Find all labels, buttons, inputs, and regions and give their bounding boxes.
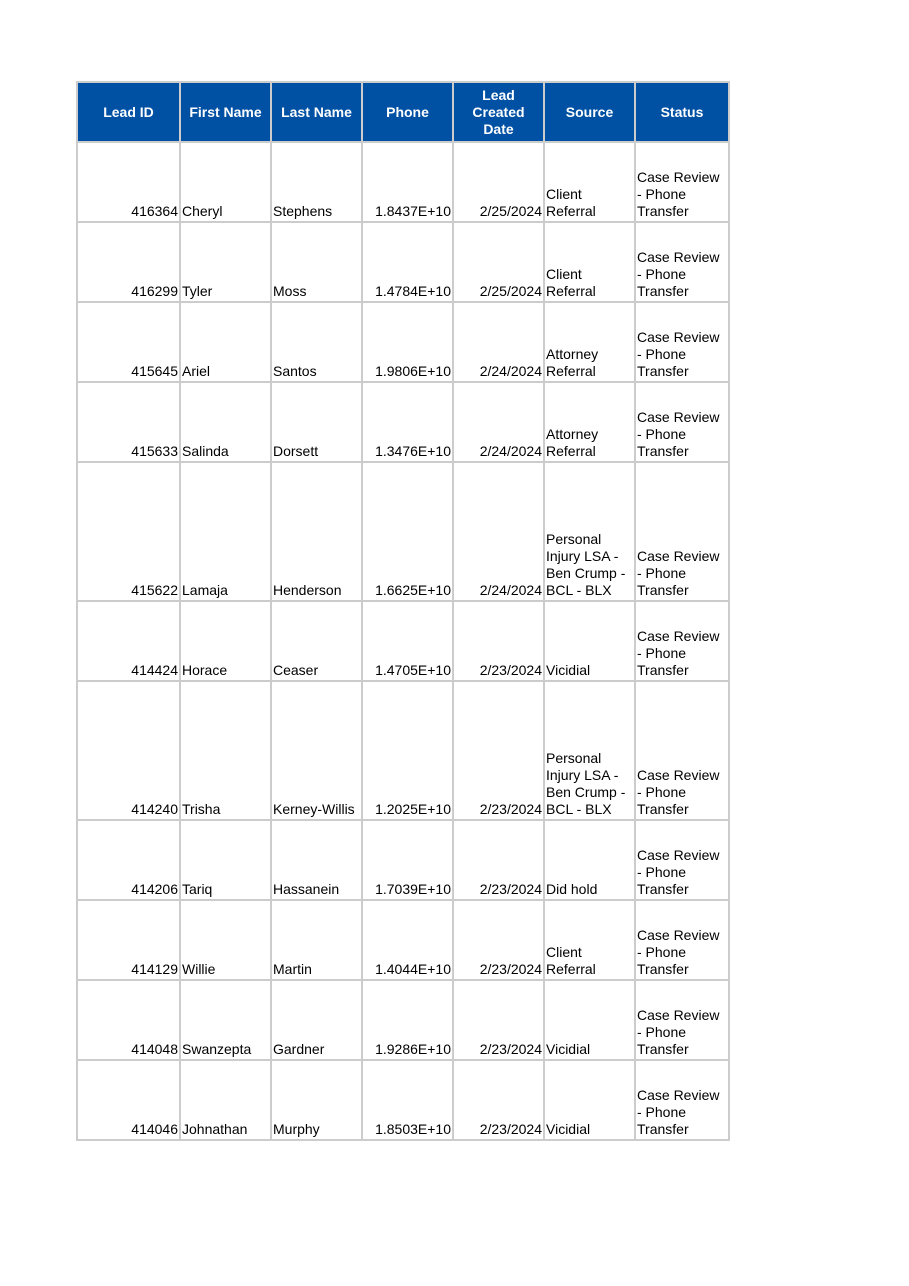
cell-last-name: Moss — [271, 222, 362, 302]
cell-status: Case Review - Phone Transfer — [635, 462, 729, 601]
cell-phone: 1.9286E+10 — [362, 980, 453, 1060]
cell-lead-id: 415645 — [77, 302, 180, 382]
cell-first-name: Trisha — [180, 681, 271, 820]
cell-last-name: Henderson — [271, 462, 362, 601]
cell-lead-id: 414240 — [77, 681, 180, 820]
cell-phone: 1.3476E+10 — [362, 382, 453, 462]
cell-status: Case Review - Phone Transfer — [635, 302, 729, 382]
cell-source: Vicidial — [544, 601, 635, 681]
cell-first-name: Cheryl — [180, 142, 271, 222]
table-body — [77, 142, 729, 1140]
cell-first-name: Johnathan — [180, 1060, 271, 1140]
cell-first-name: Salinda — [180, 382, 271, 462]
header-row — [77, 82, 729, 142]
cell-status: Case Review - Phone Transfer — [635, 382, 729, 462]
table-row — [77, 142, 729, 222]
cell-source: Client Referral — [544, 142, 635, 222]
cell-source: Attorney Referral — [544, 302, 635, 382]
cell-status: Case Review - Phone Transfer — [635, 900, 729, 980]
cell-lead-id: 414046 — [77, 1060, 180, 1140]
cell-first-name: Swanzepta — [180, 980, 271, 1060]
header-lead-id: Lead ID — [77, 82, 180, 142]
cell-lead-created-date: 2/23/2024 — [453, 900, 544, 980]
leads-table — [76, 81, 730, 1141]
cell-last-name: Hassanein — [271, 820, 362, 900]
cell-status: Case Review - Phone Transfer — [635, 142, 729, 222]
cell-status: Case Review - Phone Transfer — [635, 681, 729, 820]
cell-phone: 1.8503E+10 — [362, 1060, 453, 1140]
cell-source: Vicidial — [544, 980, 635, 1060]
cell-lead-created-date: 2/25/2024 — [453, 142, 544, 222]
table-row — [77, 462, 729, 601]
cell-lead-created-date: 2/23/2024 — [453, 980, 544, 1060]
cell-status: Case Review - Phone Transfer — [635, 601, 729, 681]
cell-last-name: Ceaser — [271, 601, 362, 681]
cell-lead-id: 415622 — [77, 462, 180, 601]
cell-last-name: Gardner — [271, 980, 362, 1060]
cell-lead-created-date: 2/24/2024 — [453, 302, 544, 382]
cell-last-name: Martin — [271, 900, 362, 980]
cell-first-name: Tariq — [180, 820, 271, 900]
header-first-name: First Name — [180, 82, 271, 142]
cell-lead-id: 414048 — [77, 980, 180, 1060]
cell-lead-created-date: 2/25/2024 — [453, 222, 544, 302]
table-row — [77, 980, 729, 1060]
cell-lead-created-date: 2/23/2024 — [453, 601, 544, 681]
cell-lead-id: 414424 — [77, 601, 180, 681]
cell-lead-created-date: 2/23/2024 — [453, 820, 544, 900]
cell-lead-created-date: 2/24/2024 — [453, 382, 544, 462]
cell-lead-id: 414129 — [77, 900, 180, 980]
cell-phone: 1.4705E+10 — [362, 601, 453, 681]
cell-source: Personal Injury LSA - Ben Crump - BCL - BLX — [544, 681, 635, 820]
cell-source: Did hold — [544, 820, 635, 900]
cell-first-name: Ariel — [180, 302, 271, 382]
cell-status: Case Review - Phone Transfer — [635, 980, 729, 1060]
cell-lead-created-date: 2/23/2024 — [453, 681, 544, 820]
cell-last-name: Santos — [271, 302, 362, 382]
cell-lead-id: 415633 — [77, 382, 180, 462]
cell-lead-id: 414206 — [77, 820, 180, 900]
header-last-name: Last Name — [271, 82, 362, 142]
cell-first-name: Willie — [180, 900, 271, 980]
cell-lead-id: 416299 — [77, 222, 180, 302]
cell-phone: 1.6625E+10 — [362, 462, 453, 601]
cell-phone: 1.4044E+10 — [362, 900, 453, 980]
header-lead-created-date: Lead Created Date — [453, 82, 544, 142]
cell-phone: 1.8437E+10 — [362, 142, 453, 222]
cell-first-name: Lamaja — [180, 462, 271, 601]
cell-lead-id: 416364 — [77, 142, 180, 222]
cell-first-name: Horace — [180, 601, 271, 681]
cell-status: Case Review - Phone Transfer — [635, 820, 729, 900]
cell-phone: 1.9806E+10 — [362, 302, 453, 382]
cell-status: Case Review - Phone Transfer — [635, 222, 729, 302]
table-row — [77, 222, 729, 302]
cell-phone: 1.4784E+10 — [362, 222, 453, 302]
cell-phone: 1.7039E+10 — [362, 820, 453, 900]
header-phone: Phone — [362, 82, 453, 142]
cell-phone: 1.2025E+10 — [362, 681, 453, 820]
cell-source: Attorney Referral — [544, 382, 635, 462]
table-row — [77, 601, 729, 681]
cell-last-name: Dorsett — [271, 382, 362, 462]
header-source: Source — [544, 82, 635, 142]
table-row — [77, 900, 729, 980]
cell-lead-created-date: 2/23/2024 — [453, 1060, 544, 1140]
cell-last-name: Murphy — [271, 1060, 362, 1140]
cell-source: Client Referral — [544, 900, 635, 980]
table-row — [77, 820, 729, 900]
cell-source: Client Referral — [544, 222, 635, 302]
header-status: Status — [635, 82, 729, 142]
table-row — [77, 302, 729, 382]
cell-lead-created-date: 2/24/2024 — [453, 462, 544, 601]
table-row — [77, 681, 729, 820]
cell-last-name: Stephens — [271, 142, 362, 222]
cell-source: Vicidial — [544, 1060, 635, 1140]
cell-first-name: Tyler — [180, 222, 271, 302]
table-row — [77, 1060, 729, 1140]
table-row — [77, 382, 729, 462]
cell-status: Case Review - Phone Transfer — [635, 1060, 729, 1140]
cell-last-name: Kerney-Willis — [271, 681, 362, 820]
cell-source: Personal Injury LSA - Ben Crump - BCL - BLX — [544, 462, 635, 601]
